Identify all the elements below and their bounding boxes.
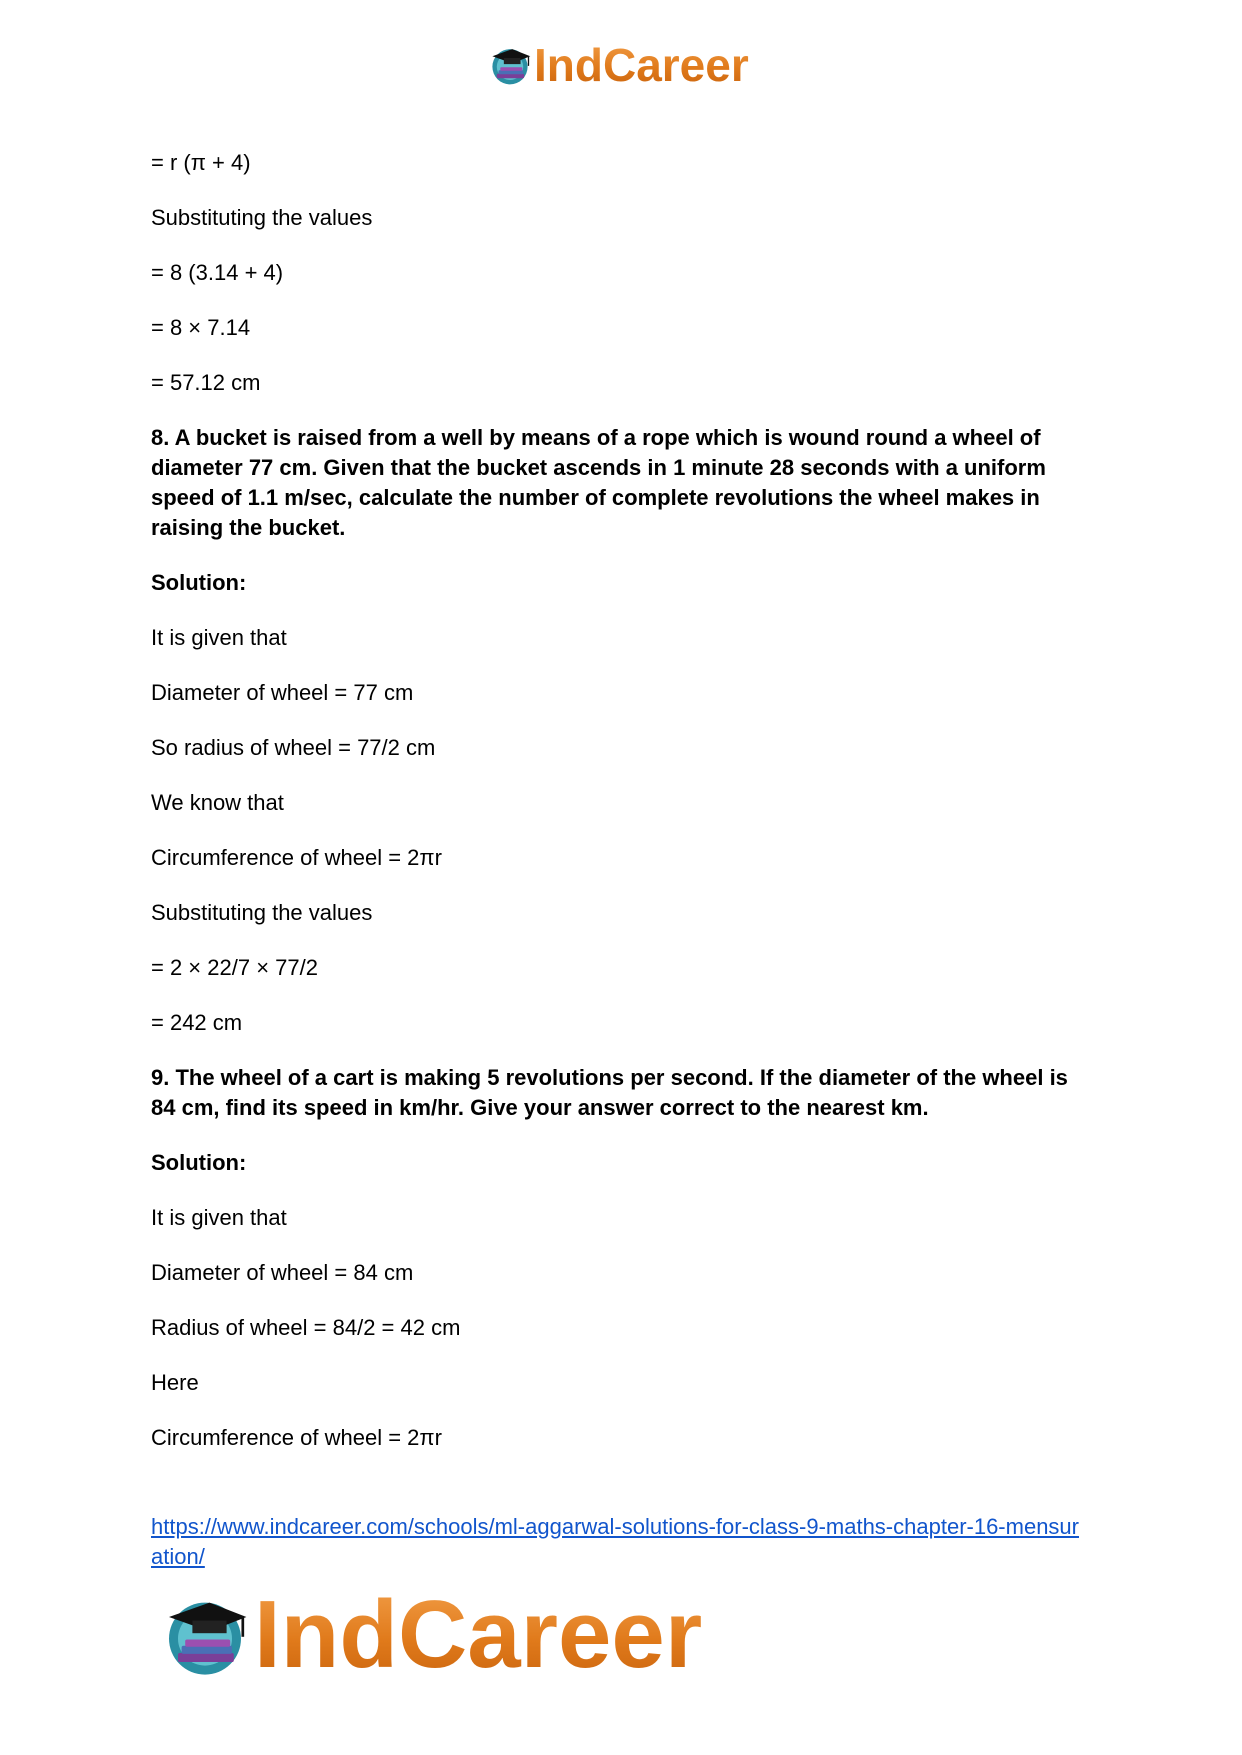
graduation-cap-books-icon bbox=[488, 43, 532, 87]
header-logo bbox=[488, 40, 749, 90]
solution-line: = 242 cm bbox=[151, 1010, 243, 1035]
solution-line: Circumference of wheel = 2πr bbox=[151, 1425, 442, 1450]
solution-line: Circumference of wheel = 2πr bbox=[151, 845, 442, 870]
solution-line: Substituting the values bbox=[151, 900, 373, 925]
solution-heading: Solution: bbox=[151, 570, 247, 595]
solution-line: = r (π + 4) bbox=[151, 150, 251, 175]
source-link[interactable]: https://www.indcareer.com/schools/ml-aggarwal-solutions-for-class-9-maths-chapter-16-mensuration/ bbox=[151, 1514, 1079, 1569]
question-text: 8. A bucket is raised from a well by means of a rope which is wound round a wheel of diameter 77 cm. Given that the bucket ascends in 1 minute 28 seconds with a uniform speed of 1.1 m/sec, calculate the number of complete revolutions the wheel makes in raising the bucket. bbox=[151, 425, 1046, 540]
footer-logo bbox=[160, 1581, 703, 1688]
question-text: 9. The wheel of a cart is making 5 revolutions per second. If the diameter of the wheel is 84 cm, find its speed in km/hr. Give your answer correct to the nearest km. bbox=[151, 1065, 1068, 1120]
solution-content bbox=[151, 148, 1091, 1478]
solution-line: = 57.12 cm bbox=[151, 370, 261, 395]
solution-line: = 8 × 7.14 bbox=[151, 315, 251, 340]
graduation-cap-books-icon bbox=[160, 1590, 250, 1680]
solution-line: Radius of wheel = 84/2 = 42 cm bbox=[151, 1315, 461, 1340]
solution-line: So radius of wheel = 77/2 cm bbox=[151, 735, 436, 760]
solution-line: Substituting the values bbox=[151, 205, 373, 230]
solution-line: It is given that bbox=[151, 625, 287, 650]
brand-name: IndCareer bbox=[534, 39, 749, 91]
solution-line: We know that bbox=[151, 790, 284, 815]
solution-line: Diameter of wheel = 84 cm bbox=[151, 1260, 414, 1285]
solution-line: It is given that bbox=[151, 1205, 287, 1230]
solution-line: Here bbox=[151, 1370, 199, 1395]
solution-line: = 8 (3.14 + 4) bbox=[151, 260, 284, 285]
solution-line: = 2 × 22/7 × 77/2 bbox=[151, 955, 318, 980]
brand-name: IndCareer bbox=[254, 1581, 703, 1688]
solution-line: Diameter of wheel = 77 cm bbox=[151, 680, 414, 705]
solution-heading: Solution: bbox=[151, 1150, 247, 1175]
